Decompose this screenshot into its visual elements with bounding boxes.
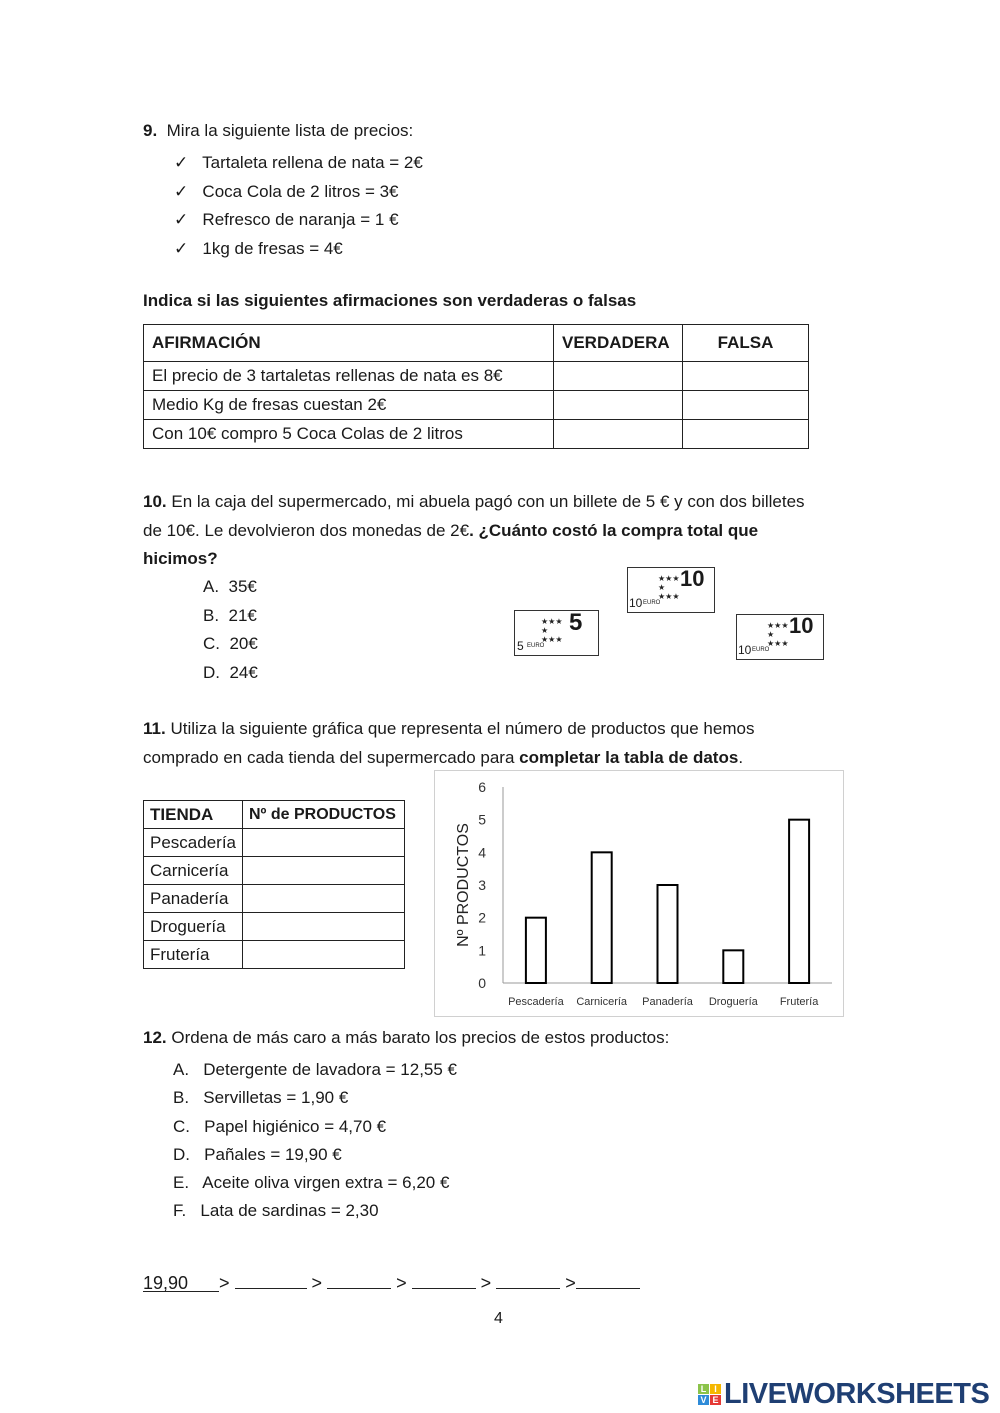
list-item: E. Aceite oliva virgen extra = 6,20 € xyxy=(173,1173,450,1193)
q10-text: 10. En la caja del supermercado, mi abuela pagó con un billete de 5 € y con dos billetes de 10€. Le devolvieron dos monedas de 2€. ¿Cuánto costó la compra total que hicimos? xyxy=(143,492,805,568)
x-tick-label: Panadería xyxy=(642,996,693,1008)
answer-blank-3[interactable] xyxy=(327,1270,391,1289)
list-item: ✓ Tartaleta rellena de nata = 2€ xyxy=(174,153,423,172)
option-a[interactable]: A. 35€ xyxy=(203,577,257,596)
table-row: Pescadería xyxy=(144,829,405,857)
y-tick-label: 5 xyxy=(478,811,486,828)
false-cell[interactable] xyxy=(683,362,809,391)
count-input[interactable] xyxy=(243,885,405,913)
banknote-10-euro-icon: 10 10 EURO ★★★ ★ ★★★ xyxy=(627,567,715,613)
false-cell[interactable] xyxy=(683,420,809,449)
table-row: Panadería xyxy=(144,885,405,913)
count-input[interactable] xyxy=(243,913,405,941)
q12-list xyxy=(173,1056,457,1226)
bar-frutería xyxy=(789,820,809,983)
q12-intro: 12. Ordena de más caro a más barato los precios de estos productos: xyxy=(143,1028,670,1047)
count-input[interactable] xyxy=(243,857,405,885)
header-false: FALSA xyxy=(683,325,809,362)
q9-instruction: Indica si las siguientes afirmaciones son verdaderas o falsas xyxy=(143,291,637,310)
banknote-5-euro-icon: 5 5 EURO ★★★ ★ ★★★ xyxy=(514,610,599,656)
q9-intro: 9. Mira la siguiente lista de precios: xyxy=(143,121,414,140)
liveworksheets-logo: L I V E LIVEWORKSHEETS xyxy=(698,1378,989,1411)
checkmark-icon: ✓ xyxy=(174,238,189,258)
list-item: ✓ Coca Cola de 2 litros = 3€ xyxy=(174,181,399,201)
answer-blank-2[interactable] xyxy=(235,1270,307,1289)
checkmark-icon: ✓ xyxy=(174,181,189,201)
true-false-table xyxy=(143,324,809,449)
ordering-answer-line: 19,90 > > > > > xyxy=(143,1270,640,1294)
q9-price-list xyxy=(174,149,423,263)
list-item: B. Servilletas = 1,90 € xyxy=(173,1088,349,1108)
list-item: ✓ Refresco de naranja = 1 € xyxy=(174,210,399,229)
list-item: A. Detergente de lavadora = 12,55 € xyxy=(173,1060,458,1079)
y-tick-label: 4 xyxy=(478,844,486,861)
checkmark-icon: ✓ xyxy=(174,153,189,172)
table-row: Carnicería xyxy=(144,857,405,885)
false-cell[interactable] xyxy=(683,391,809,420)
answer-blank-1[interactable]: 19,90 xyxy=(143,1273,219,1292)
y-tick-label: 2 xyxy=(478,909,486,926)
x-tick-label: Droguería xyxy=(708,996,758,1008)
true-cell[interactable] xyxy=(554,391,683,420)
table-row: Droguería xyxy=(144,913,405,941)
logo-badge-icon: L I V E xyxy=(698,1384,721,1405)
checkmark-icon: ✓ xyxy=(174,210,189,229)
y-tick-label: 1 xyxy=(478,942,486,959)
table-row: El precio de 3 tartaletas rellenas de nata es 8€ xyxy=(144,362,809,391)
list-item: F. Lata de sardinas = 2,30 xyxy=(173,1201,379,1221)
bar-panadería xyxy=(658,885,678,983)
chart-frame xyxy=(435,771,844,1017)
list-item: C. Papel higiénico = 4,70 € xyxy=(173,1116,387,1136)
true-cell[interactable] xyxy=(554,420,683,449)
table-row: Con 10€ compro 5 Coca Colas de 2 litros xyxy=(144,420,809,449)
count-input[interactable] xyxy=(243,829,405,857)
x-tick-label: Frutería xyxy=(779,996,819,1008)
bar-pescadería xyxy=(526,918,546,983)
header-true: VERDADERA xyxy=(554,325,683,362)
list-item: D. Pañales = 19,90 € xyxy=(173,1144,342,1164)
q11-text: 11. Utiliza la siguiente gráfica que representa el número de productos que hemos comprado en cada tienda del supermercado para completar la tabla de datos. xyxy=(143,719,755,767)
y-tick-label: 0 xyxy=(478,975,486,991)
option-b[interactable]: B. 21€ xyxy=(203,605,257,625)
products-bar-chart xyxy=(434,770,844,1017)
y-tick-label: 3 xyxy=(478,877,486,893)
answer-blank-4[interactable] xyxy=(412,1270,476,1289)
bar-carnicería xyxy=(592,852,612,983)
bar-droguería xyxy=(723,950,743,983)
list-item: ✓ 1kg de fresas = 4€ xyxy=(174,238,343,258)
table-row: Frutería xyxy=(144,941,405,969)
x-tick-label: Carnicería xyxy=(576,996,628,1008)
shop-data-table: TIENDA Nº de PRODUCTOS Pescadería Carnicería Panadería Droguería Frutería xyxy=(143,800,405,969)
header-statement: AFIRMACIÓN xyxy=(144,325,554,362)
true-cell[interactable] xyxy=(554,362,683,391)
page-number: 4 xyxy=(494,1310,503,1327)
y-tick-label: 6 xyxy=(478,779,486,795)
q10-options xyxy=(203,573,258,687)
answer-blank-5[interactable] xyxy=(496,1270,560,1289)
count-input[interactable] xyxy=(243,941,405,969)
answer-blank-6[interactable] xyxy=(576,1270,640,1289)
y-axis-title: Nº PRODUCTOS xyxy=(455,823,472,947)
table-row: Medio Kg de fresas cuestan 2€ xyxy=(144,391,809,420)
option-c[interactable]: C. 20€ xyxy=(203,634,258,653)
x-tick-label: Pescadería xyxy=(508,996,564,1008)
banknote-10-euro-icon: 10 10 EURO ★★★ ★ ★★★ xyxy=(736,614,824,660)
option-d[interactable]: D. 24€ xyxy=(203,662,258,682)
